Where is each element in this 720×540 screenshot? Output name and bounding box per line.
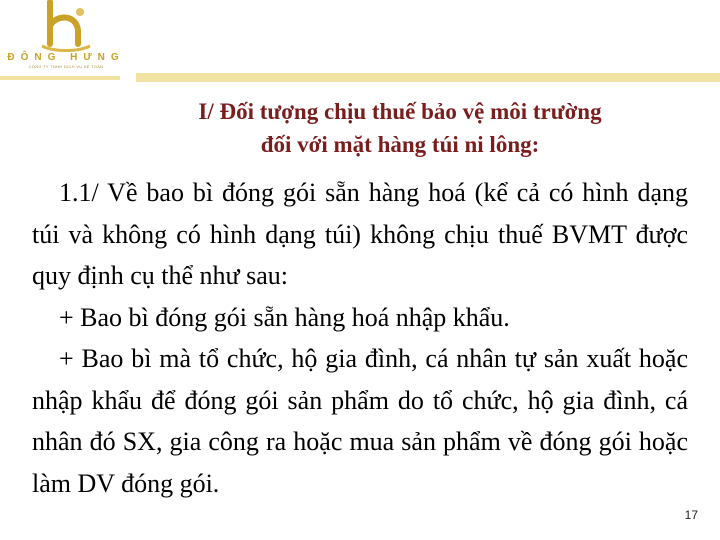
header-rule: [136, 73, 720, 82]
logo-subtitle: CÔNG TY TNHH DỊCH VỤ KẾ TOÁN: [28, 64, 104, 69]
bullet-self-made-packaging: + Bao bì mà tổ chức, hộ gia đình, cá nhân tự sản xuất hoặc nhập khẩu để đóng gói sản phẩm do tổ chức, hộ gia đình, cá nhân đó SX, gia công ra hoặc mua sản phẩm về đóng gói hoặc làm DV đóng gói.: [32, 344, 688, 498]
slide-title-line-2: đối với mặt hàng túi ni lông:: [260, 132, 540, 157]
slide-body: [32, 172, 688, 504]
page-number: 17: [684, 508, 698, 522]
company-logo: [6, 0, 126, 70]
logo-name: ĐÔNG HƯNG: [7, 52, 125, 63]
paragraph-1-1: 1.1/ Về bao bì đóng gói sẵn hàng hoá (kể cả có hình dạng túi và không có hình dạng túi) không chịu thuế BVMT được quy định cụ thể như sau:: [32, 178, 688, 290]
bullet-imported-packaging: + Bao bì đóng gói sẵn hàng hoá nhập khẩu.: [59, 302, 510, 332]
slide-title-line-1: I/ Đối tượng chịu thuế bảo vệ môi trường: [198, 99, 602, 124]
logo-emblem-icon: [36, 0, 96, 52]
header-rule-left: [0, 76, 120, 80]
